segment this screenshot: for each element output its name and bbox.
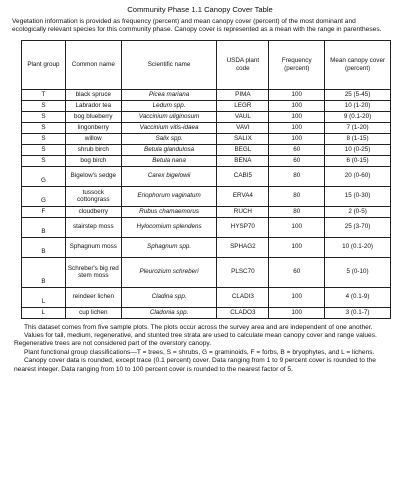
table-header-row xyxy=(22,40,391,89)
cell-frequency: 80 xyxy=(269,186,325,206)
cell-frequency: 100 xyxy=(269,287,325,307)
header-frequency: Frequency (percent) xyxy=(269,40,325,89)
page-title: Community Phase 1.1 Canopy Cover Table xyxy=(127,5,273,14)
cell-common-name: cup lichen xyxy=(65,307,121,318)
cell-mean-cover: 15 (0-30) xyxy=(325,186,391,206)
cell-scientific-name: Eriophorum vaginatum xyxy=(121,186,217,206)
header-common-name: Common name xyxy=(65,40,121,89)
cell-plant-group: L xyxy=(22,307,66,318)
cell-frequency: 100 xyxy=(269,100,325,111)
cell-common-name: bog blueberry xyxy=(65,111,121,122)
cell-plant-group: S xyxy=(22,111,66,122)
cell-usda-code: CLADI3 xyxy=(217,287,269,307)
cell-usda-code: BENA xyxy=(217,155,269,166)
cell-plant-group: S xyxy=(22,133,66,144)
cell-scientific-name: Salix spp. xyxy=(121,133,217,144)
cell-mean-cover: 3 (0.1-7) xyxy=(325,307,391,318)
table-row xyxy=(22,257,391,287)
cell-plant-group: T xyxy=(22,89,66,100)
cell-scientific-name: Pleurozium schreberi xyxy=(121,257,217,287)
cell-mean-cover: 20 (0-60) xyxy=(325,166,391,186)
cell-common-name: Schreber's big red stem moss xyxy=(65,257,121,287)
cell-mean-cover: 25 (3-70) xyxy=(325,217,391,237)
cell-mean-cover: 8 (1-15) xyxy=(325,133,391,144)
cell-mean-cover: 10 (0-25) xyxy=(325,144,391,155)
cell-common-name: shrub birch xyxy=(65,144,121,155)
header-plant-group: Plant group xyxy=(22,40,66,89)
cell-frequency: 60 xyxy=(269,155,325,166)
cell-scientific-name: Sphagnum spp. xyxy=(121,237,217,257)
cell-frequency: 80 xyxy=(269,206,325,217)
table-row xyxy=(22,217,391,237)
cell-usda-code: CABI5 xyxy=(217,166,269,186)
cell-mean-cover: 10 (0.1-20) xyxy=(325,237,391,257)
cell-usda-code: PIMA xyxy=(217,89,269,100)
cell-mean-cover: 5 (0-10) xyxy=(325,257,391,287)
cell-plant-group: G xyxy=(22,166,66,186)
cell-plant-group: S xyxy=(22,155,66,166)
header-mean-cover: Mean canopy cover (percent) xyxy=(325,40,391,89)
cell-scientific-name: Cladonia spp. xyxy=(121,307,217,318)
table-row xyxy=(22,122,391,133)
footnote-paragraph: This dataset comes from five sample plots. The plots occur across the survey area and are independent of one another. xyxy=(24,323,373,331)
cell-usda-code: PLSC70 xyxy=(217,257,269,287)
cell-usda-code: VAUL xyxy=(217,111,269,122)
table-row xyxy=(22,155,391,166)
cell-usda-code: SPHAG2 xyxy=(217,237,269,257)
cell-common-name: willow xyxy=(65,133,121,144)
table-body xyxy=(22,89,391,318)
cell-frequency: 100 xyxy=(269,111,325,122)
table-row xyxy=(22,237,391,257)
cell-usda-code: VAVI xyxy=(217,122,269,133)
cell-common-name: black spruce xyxy=(65,89,121,100)
cell-common-name: Sphagnum moss xyxy=(65,237,121,257)
cell-common-name: reindeer lichen xyxy=(65,287,121,307)
cell-common-name: bog birch xyxy=(65,155,121,166)
intro-paragraph: Vegetation information is provided as frequency (percent) and mean canopy cover (percent) of the most dominant and ecologically relevant species for this community phase. Canopy cover is represented as a mean with the range in parentheses. xyxy=(12,17,382,34)
cell-mean-cover: 2 (0-5) xyxy=(325,206,391,217)
cell-scientific-name: Betula nana xyxy=(121,155,217,166)
cell-plant-group: B xyxy=(22,237,66,257)
cell-usda-code: SALIX xyxy=(217,133,269,144)
cell-usda-code: BEGL xyxy=(217,144,269,155)
cell-usda-code: RUCH xyxy=(217,206,269,217)
table-row xyxy=(22,186,391,206)
table-row xyxy=(22,89,391,100)
cell-usda-code: LEGR xyxy=(217,100,269,111)
cell-plant-group: L xyxy=(22,287,66,307)
cell-common-name: cloudberry xyxy=(65,206,121,217)
cell-scientific-name: Rubus chamaemorus xyxy=(121,206,217,217)
cell-usda-code: ERVA4 xyxy=(217,186,269,206)
cell-plant-group: S xyxy=(22,100,66,111)
cell-mean-cover: 6 (0-15) xyxy=(325,155,391,166)
cell-frequency: 100 xyxy=(269,307,325,318)
table-row xyxy=(22,206,391,217)
table-row xyxy=(22,144,391,155)
cell-usda-code: HYSP70 xyxy=(217,217,269,237)
canopy-cover-table xyxy=(21,40,391,319)
cell-common-name: tussock cottongrass xyxy=(65,186,121,206)
cell-frequency: 60 xyxy=(269,257,325,287)
table-row xyxy=(22,133,391,144)
cell-frequency: 100 xyxy=(269,122,325,133)
cell-usda-code: CLADO3 xyxy=(217,307,269,318)
cell-plant-group: B xyxy=(22,257,66,287)
cell-scientific-name: Hylocomium splendens xyxy=(121,217,217,237)
cell-scientific-name: Ledum spp. xyxy=(121,100,217,111)
footnote-paragraph: Values for tall, medium, regenerative, and stunted tree strata are used to calculate mean canopy cover and range values. Regenerative trees are not considered part of the overstory canopy. xyxy=(14,332,377,348)
table-row xyxy=(22,307,391,318)
cell-mean-cover: 9 (0.1-20) xyxy=(325,111,391,122)
cell-mean-cover: 4 (0.1-9) xyxy=(325,287,391,307)
footnotes xyxy=(12,324,388,375)
cell-frequency: 100 xyxy=(269,217,325,237)
cell-plant-group: S xyxy=(22,122,66,133)
cell-scientific-name: Cladina spp. xyxy=(121,287,217,307)
cell-plant-group: B xyxy=(22,217,66,237)
cell-mean-cover: 25 (5-45) xyxy=(325,89,391,100)
cell-mean-cover: 10 (1-20) xyxy=(325,100,391,111)
cell-frequency: 100 xyxy=(269,237,325,257)
table-row xyxy=(22,166,391,186)
cell-common-name: Bigelow's sedge xyxy=(65,166,121,186)
footnote-paragraph: Plant functional group classifications—T = trees, S = shrubs, G = graminoids, F = forbs, B = bryophytes, and L = lichens. xyxy=(24,348,375,356)
cell-scientific-name: Carex bigelowii xyxy=(121,166,217,186)
cell-frequency: 80 xyxy=(269,166,325,186)
cell-scientific-name: Vaccinium vitis-idaea xyxy=(121,122,217,133)
cell-mean-cover: 7 (1-20) xyxy=(325,122,391,133)
cell-plant-group: F xyxy=(22,206,66,217)
cell-frequency: 100 xyxy=(269,89,325,100)
cell-scientific-name: Betula glandulosa xyxy=(121,144,217,155)
header-scientific-name: Scientific name xyxy=(121,40,217,89)
cell-common-name: lingonberry xyxy=(65,122,121,133)
table-row xyxy=(22,111,391,122)
header-usda-code: USDA plant code xyxy=(217,40,269,89)
cell-common-name: Labrador tea xyxy=(65,100,121,111)
table-row xyxy=(22,287,391,307)
cell-plant-group: G xyxy=(22,186,66,206)
cell-plant-group: S xyxy=(22,144,66,155)
cell-common-name: stairstep moss xyxy=(65,217,121,237)
table-row xyxy=(22,100,391,111)
cell-scientific-name: Vaccinium uliginosum xyxy=(121,111,217,122)
footnote-paragraph: Canopy cover data is rounded, except trace (0.1 percent) cover. Data ranging from 1 to 9 percent cover is rounded to the nearest integer. Data ranging from 10 to 100 percent cover is rounded to the nearest factor of 5. xyxy=(14,357,376,373)
cell-scientific-name: Picea mariana xyxy=(121,89,217,100)
cell-frequency: 60 xyxy=(269,144,325,155)
cell-frequency: 100 xyxy=(269,133,325,144)
